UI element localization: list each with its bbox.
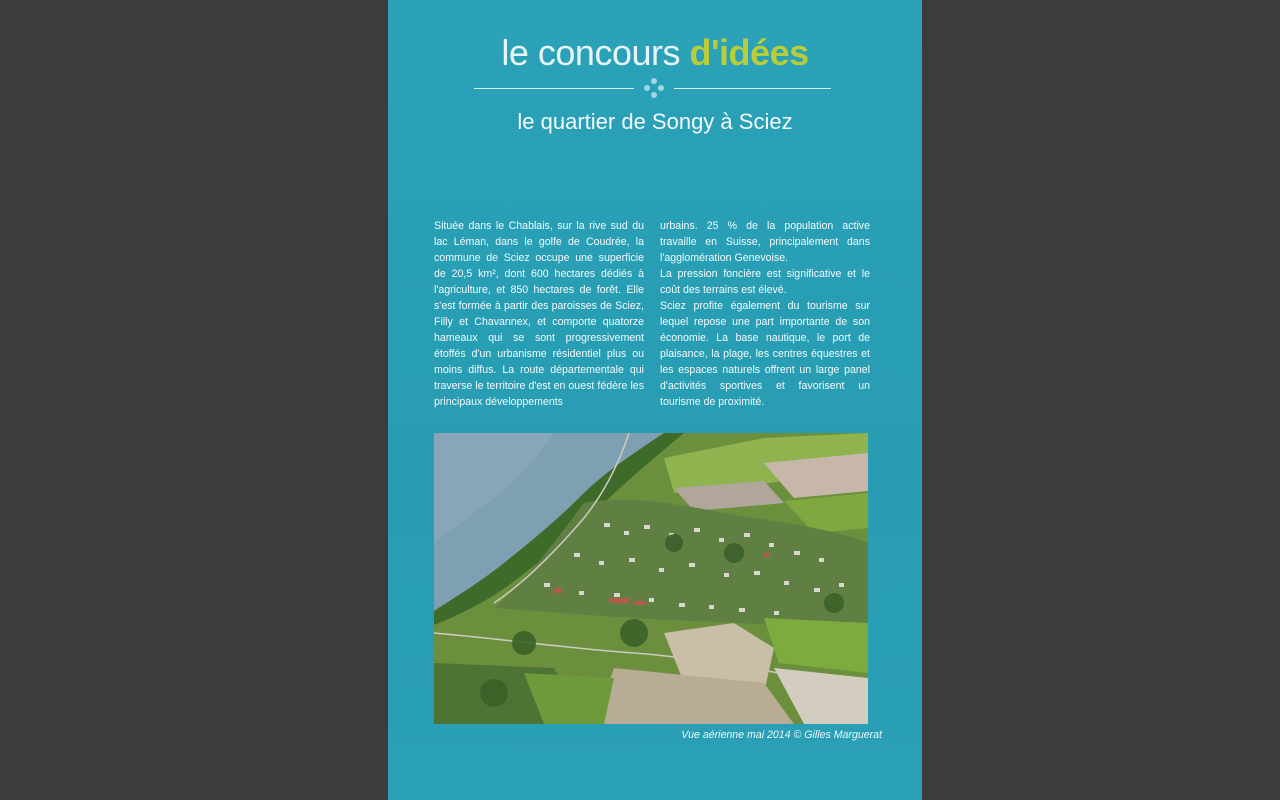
photo-caption: Vue aérienne mai 2014 © Gilles Marguerat (681, 729, 882, 741)
body-column-left (434, 218, 644, 410)
page-subtitle: le quartier de Songy à Sciez (517, 109, 793, 134)
title-light-text: le concours (501, 32, 690, 73)
page-title (388, 32, 922, 74)
title-bold-text: d'idées (689, 32, 809, 73)
title-divider-left (474, 88, 634, 89)
document-page (388, 0, 922, 800)
right-paragraph-2: La pression foncière est significative et le coût des terrains est élevé. (660, 268, 870, 296)
diamond-ornament-icon (642, 78, 666, 100)
body-column-right (660, 218, 870, 410)
right-paragraph-1: urbains. 25 % de la population active travaille en Suisse, principalement dans l'agglomération Genevoise. (660, 220, 870, 264)
right-paragraph-3: Sciez profite également du tourisme sur lequel repose une part importante de son économie. La base nautique, le port de plaisance, la plage, les centres équestres et les espaces naturels offrent un large panel d'activités sportives et favorisent un tourisme de proximité. (660, 300, 870, 408)
title-divider-right (674, 88, 831, 89)
aerial-photo (434, 433, 868, 724)
left-paragraph: Située dans le Chablais, sur la rive sud du lac Léman, dans le golfe de Coudrée, la commune de Sciez occupe une superficie de 20,5 km², dont 600 hectares dédiés à l'agriculture, et 850 hectares de forêt. Elle s'est formée à partir des paroisses de Sciez, Filly et Chavannex, et comporte quatorze hameaux qui se sont progressivement étoffés d'un urbanisme résidentiel plus ou moins diffus. La route départementale qui traverse le territoire d'est en ouest fédère les principaux développements (434, 220, 644, 408)
